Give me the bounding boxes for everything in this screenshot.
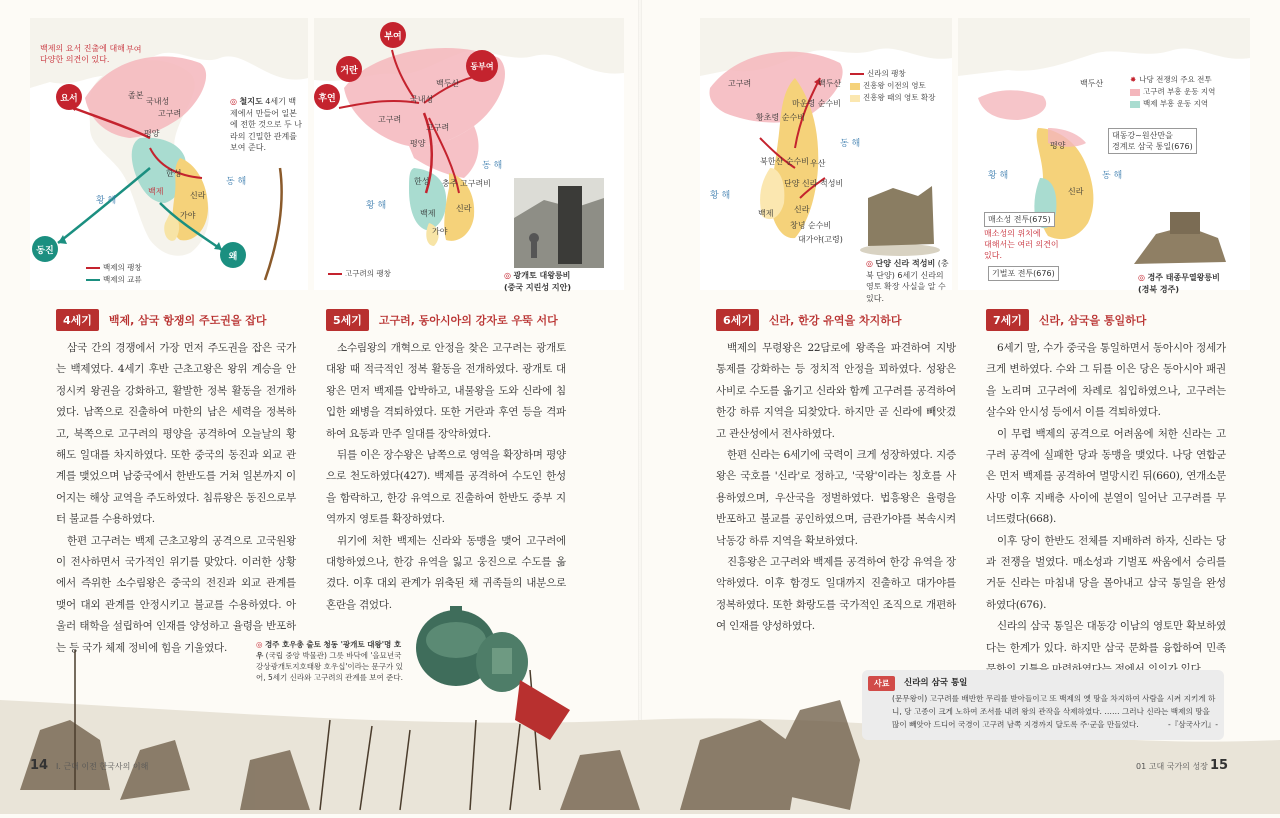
map2-label-gukhae: 국내성: [410, 95, 434, 104]
map-5th-century: [314, 18, 624, 290]
map1-label-gaya: 가야: [180, 211, 196, 220]
map1-caption: [230, 96, 302, 154]
badge-yoseo: 요서: [56, 84, 82, 110]
map1-label-yellow-sea: 황 해: [96, 196, 117, 206]
section-title: 신라, 삼국을 통일하다: [1038, 314, 1147, 327]
badge-wae: 왜: [220, 242, 246, 268]
caption-mark: ◎: [504, 271, 511, 280]
map1-note: 백제의 요서 진출에 대해 다양한 의견이 있다.: [40, 44, 125, 64]
map2-label-gaya: 가야: [432, 227, 448, 236]
map3-label-danyang: 단양 신라 적성비: [784, 179, 844, 188]
map3-label-usan: 우산: [810, 159, 826, 168]
section-paragraph: 삼국 간의 경쟁에서 가장 먼저 주도권을 잡은 국가는 백제였다. 4세기 후반 근초고왕은 왕위 계승을 안정시켜 왕권을 강화하고, 활발한 정복 활동을 전개하였다. 남쪽으로 진출하여 마한의 남은 세력을 정복하고, 북쪽으로 고구려의 평양을 공격하여 오늘날의 황해도 일대를 차지하였다. 또한 중국의 동진과 외교 관계를 맺었으며 남중국에서 한반도를 거쳐 일본까지 이어지는 해상 교역을 주도하였다. 침류왕은 동진으로부터 불교를 수용하였다.: [56, 342, 296, 526]
map-7th-century: [958, 18, 1250, 294]
section-paragraph: 한편 신라는 6세기에 국력이 크게 성장하였다. 지증왕은 국호를 '신라'로 정하고, '국왕'이라는 칭호를 사용하였으며, 우산국을 정벌하였다. 법흥왕은 율령을 반포하고 불교를 공인하였으며, 금관가야를 복속시켜 낙동강 하류 지역을 확보하였다.: [716, 449, 956, 547]
section-tag: 7세기: [986, 309, 1029, 331]
map2-caption: [504, 270, 614, 293]
map2-label-east-sea: 동 해: [482, 161, 503, 171]
section-paragraph: 뒤를 이은 장수왕은 남쪽으로 영역을 확장하며 평양으로 천도하였다(427). 백제를 공격하여 수도인 한성을 함락하고, 한강 유역으로 진출하여 한반도 중부 지역까지 영토를 확장하였다.: [326, 449, 566, 526]
section-paragraph: 진흥왕은 고구려와 백제를 공격하여 한강 유역을 장악하였다. 이후 함경도 일대까지 진출하고 대가야를 정복하였다. 또한 화랑도를 국가적인 조직으로 개편하여 인재를 양성하였다.: [716, 556, 956, 633]
map3-label-yellow-sea: 황 해: [710, 191, 731, 201]
map4-label-gibeolpo: 기벌포 전투(676): [988, 266, 1059, 281]
map4-label-baekdu: 백두산: [1080, 79, 1104, 88]
source-citation: -『삼국사기』-: [1167, 720, 1218, 729]
map4-label-maeso-note: 매소성의 위치에 대해서는 여러 의견이 있다.: [984, 229, 1059, 260]
legend-item: 고구려 부흥 운동 지역: [1143, 87, 1216, 96]
map3-label-silla: 신라: [794, 205, 810, 214]
primary-source-box: [862, 670, 1224, 740]
badge-huyeon: 후연: [314, 84, 340, 110]
section-7th-century: [986, 310, 1226, 681]
section-title: 신라, 한강 유역을 차지하다: [768, 314, 902, 327]
map1-label-hanseong: 한성: [166, 169, 182, 178]
section-paragraph: 백제의 무령왕은 22담로에 왕족을 파견하여 지방 통제를 강화하는 등 정치적 안정을 꾀하였다. 성왕은 사비로 수도를 옮기고 신라와 함께 고구려를 공격하여 한강 하류 지역을 되찾았다. 하지만 곧 신라에 빼앗겼고 관산성에서 전사하였다.: [716, 342, 956, 440]
badge-dongbuyeo: 동부여: [466, 50, 498, 82]
map-6th-century: [700, 18, 952, 303]
map-4th-century: [30, 18, 308, 290]
map4-label-yellow-sea: 황 해: [988, 171, 1009, 181]
map1-label-silla: 신라: [190, 191, 206, 200]
map3-label-changnyeong: 창녕 순수비: [790, 221, 832, 230]
section-5th-century: [326, 310, 566, 616]
map1-label-baekje: 백제: [148, 187, 164, 196]
map4-legend: [1130, 74, 1215, 110]
legend-item: 신라의 팽창: [867, 69, 906, 78]
map2-label-pyeongyang: 평양: [410, 139, 426, 148]
map3-label-hwangchoryeong: 황초령 순수비: [756, 113, 805, 122]
map4-label-pyeongyang: 평양: [1050, 141, 1066, 150]
map3-label-daegaya: 대가야(고령): [798, 235, 843, 244]
source-title: 신라의 삼국 통일: [904, 678, 968, 688]
section-title: 고구려, 동아시아의 강자로 우뚝 서다: [378, 314, 558, 327]
section-paragraph: 이후 당이 한반도 전체를 지배하려 하자, 신라는 당과 전쟁을 벌였다. 매소성과 기벌포 싸움에서 승리를 거둔 신라는 마침내 당을 몰아내고 삼국 통일을 완성하였다(676).: [986, 534, 1226, 611]
legend-item: 백제의 팽창: [103, 263, 142, 272]
page-number-left: 14: [30, 758, 49, 773]
map1-label-gukhae: 국내성: [146, 97, 170, 106]
section-tag: 4세기: [56, 309, 99, 331]
map3-caption: [866, 258, 950, 304]
running-head-left: Ⅰ. 근대 이전 한국사의 이해: [56, 762, 149, 771]
section-paragraph: 6세기 말, 수가 중국을 통일하면서 동아시아 정세가 크게 변하였다. 수와 그 뒤를 이은 당은 동아시아 패권을 노리며 고구려에 차례로 침입하였으나, 고구려는 살수와 안시성 등에서 이를 격퇴하였다.: [986, 342, 1226, 419]
caption-mark: ◎: [256, 640, 263, 649]
map2-label-baekje: 백제: [420, 209, 436, 218]
caption-mark: ◎: [866, 259, 873, 268]
map4-caption: [1138, 272, 1242, 295]
badge-georan: 거란: [336, 56, 362, 82]
caption-title: 단양 신라 적성비: [875, 259, 936, 268]
map1-label-pyeongyang: 평양: [144, 129, 160, 138]
map1-legend: [86, 262, 142, 286]
legend-item: 고구려의 팽창: [345, 269, 391, 278]
map4-label-silla: 신라: [1068, 187, 1084, 196]
section-tag: 6세기: [716, 309, 759, 331]
section-title: 백제, 삼국 항쟁의 주도권을 잡다: [108, 314, 267, 327]
caption-mark: ◎: [1138, 273, 1145, 282]
section-paragraph: 소수림왕의 개혁으로 안정을 찾은 고구려는 광개토 대왕 때 적극적인 정복 활동을 전개하였다. 광개토 대왕은 먼저 백제를 압박하고, 내물왕을 도와 신라에 침입한 왜병을 격퇴하였다. 또한 거란과 후연 등을 격파하여 요동과 만주 일대를 장악하였다.: [326, 342, 566, 440]
section-paragraph: 한편 고구려는 백제 근초고왕의 공격으로 고국원왕이 전사하면서 국가적인 위기를 맞았다. 이러한 상황에서 즉위한 소수림왕은 중국의 전진과 외교 관계를 맺어 대외 관계를 안정시키고 불교를 수용하였다. 아울러 태학을 설립하여 인재를 양성하고 율령을 반포하는 등 국가 체제 정비에 힘을 기울였다.: [56, 534, 296, 654]
photo-muyeol-stele: [1126, 204, 1230, 270]
page-number-right: 15: [1210, 758, 1229, 773]
legend-item: 진흥왕 이전의 영토: [863, 81, 926, 90]
running-head-right: 01 고대 국가의 성장: [1136, 762, 1208, 771]
map3-legend: [850, 68, 935, 104]
star-icon: ✸: [1130, 75, 1137, 84]
legend-item: 백제 부흥 운동 지역: [1143, 99, 1209, 108]
map2-label-hanseong: 한성: [414, 177, 430, 186]
map1-label-jolbon: 졸본: [128, 91, 144, 100]
map4-label-east-sea: 동 해: [1102, 171, 1123, 181]
caption-text: (중국 지린성 지안): [504, 282, 571, 292]
caption-title: 경주 태종무열왕릉비: [1147, 273, 1220, 282]
caption-title: 경주 호우총 출토 청동 '광개토 대왕'명 호우: [256, 640, 402, 660]
legend-item: 백제의 교류: [103, 275, 142, 284]
map3-label-bukhansan: 북한산 순수비: [760, 157, 809, 166]
section-paragraph: 위기에 처한 백제는 신라와 동맹을 맺어 고구려에 대항하였으나, 한강 유역을 잃고 웅진으로 수도를 옮겼다. 이후 대외 관계가 위축된 채 귀족들의 내분으로 혼란을 겪었다.: [326, 534, 566, 611]
section-tag: 5세기: [326, 309, 369, 331]
photo-danyang-stele: [858, 178, 942, 258]
map3-label-east-sea: 동 해: [840, 139, 861, 149]
map1-label-goguryeo: 고구려: [158, 109, 182, 118]
legend-item: 나당 전쟁의 주요 전투: [1139, 75, 1212, 84]
map3-label-goguryeo: 고구려: [728, 79, 752, 88]
map3-label-baekje: 백제: [758, 209, 774, 218]
map2-label-silla: 신라: [456, 204, 472, 213]
section-6th-century: [716, 310, 956, 638]
map2-label-chungju: 충주 고구려비: [442, 179, 491, 188]
map2-label-goguryeo: 고구려: [378, 115, 402, 124]
caption-mark: ◎: [230, 97, 237, 106]
map2-label-goguryeo2: 고구려: [426, 123, 450, 132]
map1-label-buyeo: 부여: [126, 45, 142, 54]
caption-title: 광개토 대왕릉비: [513, 271, 571, 280]
source-text: [892, 692, 1218, 731]
map2-legend: [328, 268, 391, 280]
map4-label-maeso: 매소성 전투(675): [984, 212, 1055, 227]
map3-label-baekdu: 백두산: [818, 79, 842, 88]
map4-label-unification: 대동강~원산만을 경계로 삼국 통일(676): [1108, 128, 1197, 154]
map3-label-maunryeong: 마운령 순수비: [792, 99, 841, 108]
legend-item: 진흥왕 때의 영토 확장: [863, 93, 936, 102]
caption-text: (충북 단양) 6세기 신라의 영토 확장 사실을 알 수 있다.: [866, 259, 949, 303]
badge-dongjin: 동진: [32, 236, 58, 262]
map1-label-east-sea: 동 해: [226, 177, 247, 187]
source-body: (문무왕이) 고구려를 배반한 무리를 받아들이고 또 백제의 옛 땅을 차지하여 사람을 시켜 지키게 하니, 당 고종이 크게 노하여 조서를 내려 왕의 관작을 삭제하였다. …… 그러나 신라는 백제의 땅을 많이 빼앗아 드디어 국경이 고구려 남쪽 지경까지 달도록 주·군을 만들었다.: [892, 694, 1216, 729]
badge-buyeo: 부여: [380, 22, 406, 48]
caption-text: (경북 경주): [1138, 284, 1180, 294]
caption-text: (국립 중앙 박물관) 그릇 바닥에 '을묘년국강상광개토지호태왕 호우십'이라는 문구가 있어, 5세기 신라와 고구려의 관계를 보여 준다.: [256, 650, 404, 682]
map2-label-yellow-sea: 황 해: [366, 201, 387, 211]
section-paragraph: 신라의 삼국 통일은 대동강 이남의 영토만 확보하였다는 한계가 있다. 하지만 삼국 문화를 융합하여 민족: [986, 620, 1226, 654]
caption-title: 철지도: [239, 97, 263, 106]
section-paragraph: 이 무렵 백제의 공격으로 어려움에 처한 신라는 고구려 공격에 실패한 당과 동맹을 맺었다. 나당 연합군은 먼저 백제를 공격하여 멸망시킨 뒤(660), 연개소문 사망 이후 지배층 사이에 분열이 일어난 고구려를 무너뜨렸다(668).: [986, 427, 1226, 526]
photo-gwanggaeto-stele: [514, 178, 604, 268]
source-tag: 사료: [868, 676, 895, 691]
caption-text: 4세기 백제에서 만들어 일본에 전한 것으로 두 나라의 긴밀한 관계를 보여 준다.: [230, 97, 302, 153]
map2-label-baekdu: 백두산: [436, 79, 460, 88]
section-4th-century: [56, 310, 296, 659]
